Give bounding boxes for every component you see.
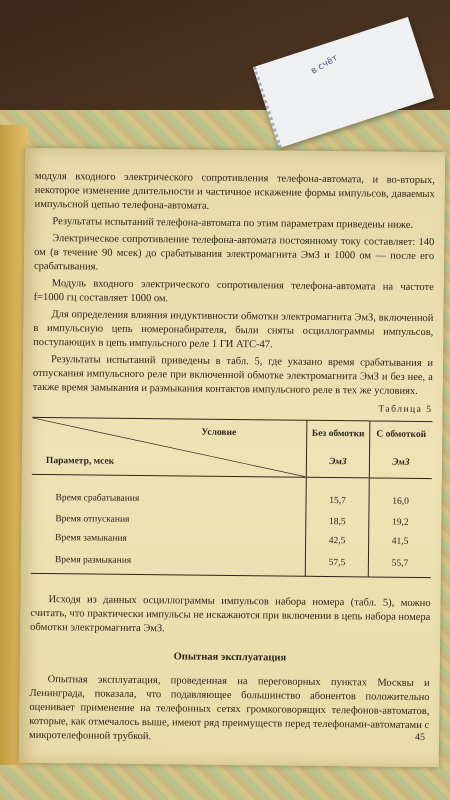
table-row (31, 547, 431, 578)
value-without: 15,7 (306, 477, 369, 512)
value-with: 41,5 (391, 536, 409, 547)
column-subtitle: ЭмЗ (392, 457, 410, 468)
paragraph: Исходя из данных осциллограммы импульсов набора номера (табл. 5), можно считать, что практически импульсы не искажаются при включении в цепь набора номера обмотки электромагнита ЭмЗ. (30, 594, 431, 635)
paragraph: модуля входного электрического сопротивления телефона-автомата, и во-вторых, некоторое изменение длительности и частичное искажение формы импульсов, даваемых импульсной цепью телефона-автомата. (34, 170, 435, 212)
table-caption: Таблица 5 (378, 404, 433, 416)
results-table (31, 417, 433, 578)
paragraph: Для определения влияния индуктивности обмотки электромагнита ЭмЗ, включенной в импульсную цепь номеронабирателя, были сняты осциллограммы импульсов, поступающих в цепь импульсного реле 1 ГИ АТС-47. (33, 309, 434, 351)
book-page (19, 148, 445, 767)
row-label: Время размыкания (31, 547, 306, 576)
value-with: 19,2 (391, 517, 409, 528)
row-label: Время отпускания (31, 509, 306, 531)
table-corner-cell (32, 417, 307, 477)
value-with: 16,0 (392, 496, 409, 507)
table-row (31, 474, 431, 513)
column-header-without (306, 420, 370, 478)
page-content (29, 170, 435, 747)
paragraph: Модуль входного электрического сопротивления телефона-автомата на частоте f=1000 гц составляет 1000 ом. (33, 278, 434, 305)
paragraph: Опытная эксплуатация, проведенная на переговорных пунктах Москвы и Ленинграда, показала, что подавляющее большинство абонентов положительно оценивает применение на телефонных сетях громкоговорящих телефонов-автоматов, которые, как отмечалось выше, имеют ряд преимуществ перед телефонами-автоматами с микротелефонной трубкой. (29, 674, 430, 743)
parameter-label: Параметр, мсек (45, 456, 115, 467)
value-without: 18,5 (306, 512, 369, 532)
condition-label: Условие (201, 427, 237, 439)
value-without: 42,5 (306, 531, 369, 551)
row-label: Время срабатывания (31, 474, 306, 511)
row-label: Время замыкания (31, 528, 306, 550)
column-header-with (369, 421, 432, 479)
section-title: Опытная эксплуатация (173, 651, 287, 664)
spacer (31, 574, 431, 594)
column-subtitle: ЭмЗ (329, 457, 347, 468)
paragraph: Результаты испытаний приведены в табл. 5, где указано время срабатывания и отпускания импульсного реле при включенной обмотке электромагнита ЭмЗ и без нее, а также время замыкания и размыкания контактов импульсного реле в тех же условиях. (32, 354, 434, 397)
paragraph: Результаты испытаний телефона-автомата по этим параметрам приведены ниже. (52, 216, 414, 231)
column-title: С обмоткой (376, 429, 427, 441)
value-with: 55,7 (368, 550, 431, 577)
page-number: 45 (415, 731, 426, 744)
column-title: Без обмотки (311, 428, 365, 440)
value-without: 57,5 (305, 550, 368, 577)
paragraph: Электрическое сопротивление телефона-автомата постоянному току составляет: 140 ом (в течение 90 мсек) до срабатывания электромагнита ЭмЗ и 1000 ом — после его срабатывания. (33, 233, 435, 273)
note-handwriting: в счёт (309, 53, 340, 77)
table-header-row (32, 417, 433, 478)
